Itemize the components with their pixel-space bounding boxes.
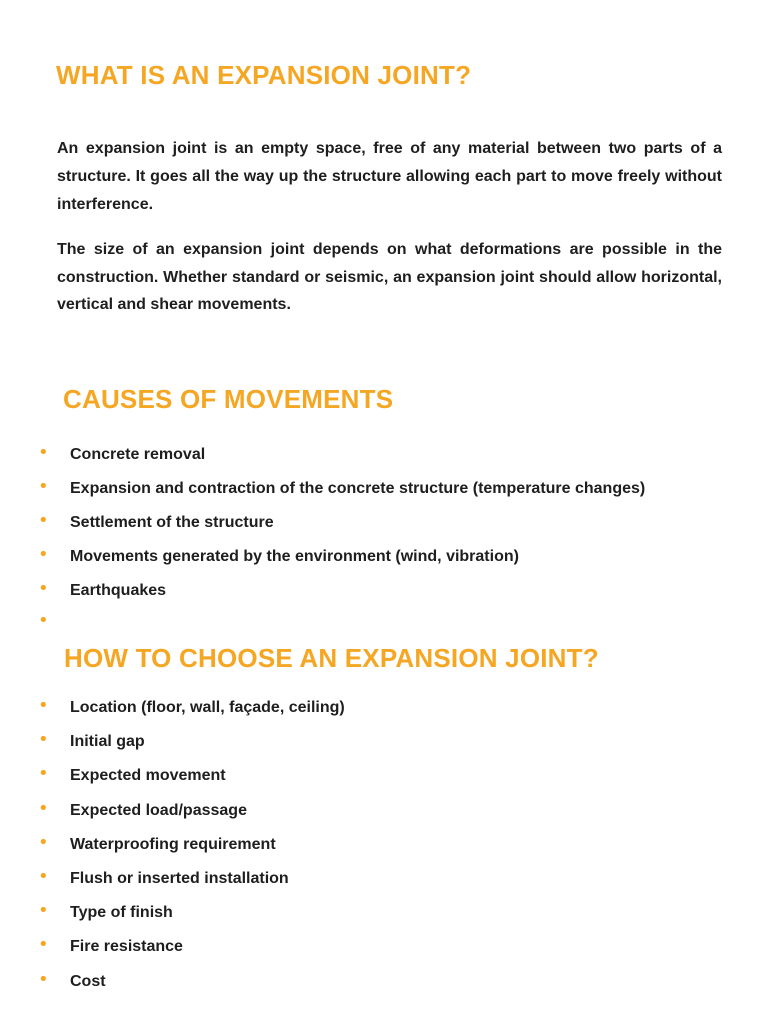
list-item <box>0 800 768 822</box>
list-item-text: Flush or inserted installation <box>70 870 289 887</box>
list-item-text: Waterproofing requirement <box>70 836 276 853</box>
list-item <box>0 697 768 719</box>
list-item <box>0 478 768 500</box>
bullet-dot-icon: • <box>38 798 49 819</box>
list-item <box>0 971 768 993</box>
list-item <box>0 612 768 634</box>
list-item-text: Expected movement <box>70 767 226 784</box>
list-item <box>0 936 768 958</box>
bullet-dot-icon: • <box>38 934 49 955</box>
list-item-text: Fire resistance <box>70 938 183 955</box>
list-item-text: Location (floor, wall, façade, ceiling) <box>70 699 345 716</box>
paragraph-size: The size of an expansion joint depends on what deformations are possible in the construction. Whether standard or seismic, an expansion joint should allow horizontal, vertical and shear movements. <box>57 241 722 313</box>
bullet-dot-icon: • <box>38 544 49 565</box>
section-heading-how-to-choose: HOW TO CHOOSE AN EXPANSION JOINT? <box>64 643 599 673</box>
list-item <box>0 902 768 924</box>
paragraph-definition: An expansion joint is an empty space, free of any material between two parts of a structure. It goes all the way up the structure allowing each part to move freely without interference. <box>57 140 722 213</box>
bullet-dot-icon: • <box>38 729 49 750</box>
bullet-dot-icon: • <box>38 900 49 921</box>
bullet-dot-icon: • <box>38 763 49 784</box>
list-item <box>0 765 768 787</box>
list-item-text: Movements generated by the environment (wind, vibration) <box>70 548 519 565</box>
bullet-dot-icon: • <box>38 578 49 599</box>
bullet-dot-icon: • <box>38 832 49 853</box>
list-item-text: Earthquakes <box>70 582 167 599</box>
list-item-text: Type of finish <box>70 904 173 921</box>
bullet-dot-icon: • <box>38 969 49 990</box>
list-item-text: Settlement of the structure <box>70 514 274 531</box>
list-item <box>0 834 768 856</box>
section-heading-what-is: WHAT IS AN EXPANSION JOINT? <box>56 60 472 90</box>
list-item-text: Initial gap <box>70 733 145 750</box>
list-item <box>0 444 768 466</box>
section-heading-causes: CAUSES OF MOVEMENTS <box>63 384 394 414</box>
list-item <box>0 731 768 753</box>
bullet-dot-icon: • <box>38 610 49 631</box>
list-item <box>0 580 768 602</box>
list-item-text: Concrete removal <box>70 446 206 463</box>
list-item-text: Expansion and contraction of the concrete structure (temperature changes) <box>70 480 646 497</box>
bullet-dot-icon: • <box>38 442 49 463</box>
list-item-text: Expected load/passage <box>70 802 247 819</box>
list-item <box>0 546 768 568</box>
list-item <box>0 868 768 890</box>
bullet-dot-icon: • <box>38 695 49 716</box>
bullet-dot-icon: • <box>38 510 49 531</box>
list-item-text: Cost <box>70 973 106 990</box>
list-item <box>0 512 768 534</box>
bullet-dot-icon: • <box>38 476 49 497</box>
bullet-dot-icon: • <box>38 866 49 887</box>
